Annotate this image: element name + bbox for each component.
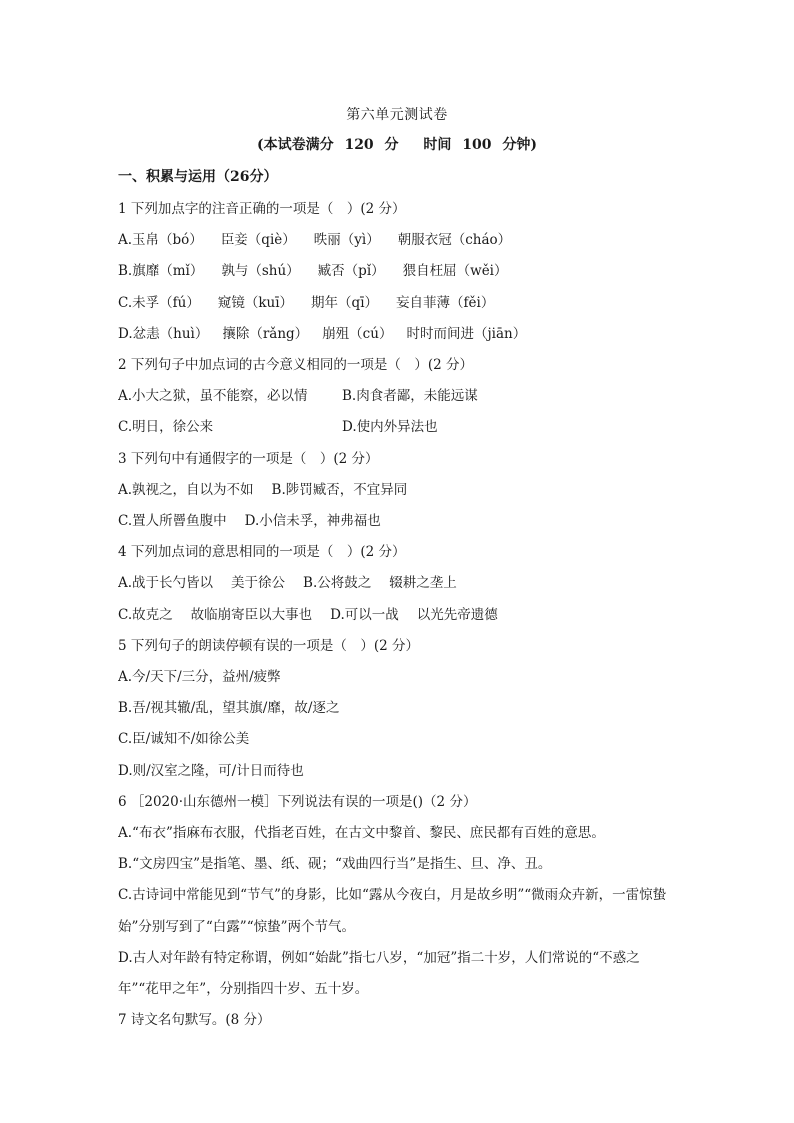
question-5-option-c: C.臣/诚知不/如徐公美 — [118, 731, 250, 748]
question-1-option-c: C.未孚（fú） 窥镜（kuī） 期年（qī） 妄自菲薄（fěi） — [118, 294, 495, 311]
question-list — [118, 194, 680, 1036]
section-heading: 一、积累与运用（26分） — [118, 169, 278, 185]
question-6-option-b: B.“文房四宝”是指笔、墨、纸、砚；“戏曲四行当”是指生、旦、净、丑。 — [118, 856, 552, 873]
question-1-option-d: D.忿恚（huì） 攘除（rǎng） 崩殂（cú） 时时而间进（jiān） — [118, 325, 527, 342]
question-3-stem: 3 下列句中有通假字的一项是（ ）(2 分） — [118, 450, 379, 467]
question-4-options-cd: C.故克之 故临崩寄臣以大事也 D.可以一战 以光先帝遗德 — [118, 606, 498, 623]
question-1-option-b: B.旗靡（mǐ） 孰与（shú） 臧否（pǐ） 猥自枉屈（wěi） — [118, 263, 508, 280]
question-7-stem: 7 诗文名句默写。(8 分） — [118, 1012, 271, 1029]
question-6-option-a: A.“布衣”指麻布衣服，代指老百姓，在古文中黎首、黎民、庶民都有百姓的意思。 — [118, 825, 605, 842]
question-5-stem: 5 下列句子的朗读停顿有误的一项是（ ）(2 分） — [118, 637, 420, 654]
question-6-stem: 6 ［2020·山东德州一模］下列说法有误的一项是()（2 分） — [118, 793, 477, 810]
question-2-options-ab: A.小大之狱，虽不能察，必以情 B.肉食者鄙，未能远谋 — [118, 388, 478, 405]
question-2-stem: 2 下列句子中加点词的古今意义相同的一项是（ ）(2 分） — [118, 357, 474, 374]
question-6-option-d: D.古人对年龄有特定称谓，例如“始龀”指七八岁，“加冠”指二十岁，人们常说的“不惑之年”“花甲之年”，分别指四十岁、五十岁。 — [118, 949, 640, 998]
question-6-option-c: C.古诗词中常能见到“节气”的身影，比如“露从今夜白，月是故乡明”“微雨众卉新，一雷惊蛰始”分别写到了“白露”“惊蛰”两个节气。 — [118, 887, 667, 935]
question-4-stem: 4 下列加点词的意思相同的一项是（ ）(2 分） — [118, 544, 406, 561]
exam-subtitle: (本试卷满分 120 分 时间 100 分钟) — [256, 137, 538, 153]
question-1-stem: 1 下列加点字的注音正确的一项是（ ）(2 分） — [118, 201, 406, 217]
question-5-option-a: A.今/天下/三分，益州/疲弊 — [118, 669, 281, 686]
question-2-options-cd: C.明日，徐公来 D.使内外异法也 — [118, 419, 438, 436]
question-3-options-cd: C.置人所罾鱼腹中 D.小信未孚，神弗福也 — [118, 513, 381, 530]
exam-title: 第六单元测试卷 — [346, 107, 448, 123]
question-3-options-ab: A.孰视之，自以为不如 B.陟罚臧否，不宜异同 — [118, 481, 408, 498]
question-4-options-ab: A.战于长勺皆以 美于徐公 B.公将鼓之 辍耕之垄上 — [118, 575, 457, 592]
question-5-option-d: D.则/汉室之隆，可/计日而待也 — [118, 762, 304, 779]
question-5-option-b: B.吾/视其辙/乱，望其旗/靡，故/逐之 — [118, 700, 340, 717]
question-1-option-a: A.玉帛（bó） 臣妾（qiè） 昳丽（yì） 朝服衣冠（cháo） — [118, 232, 512, 249]
